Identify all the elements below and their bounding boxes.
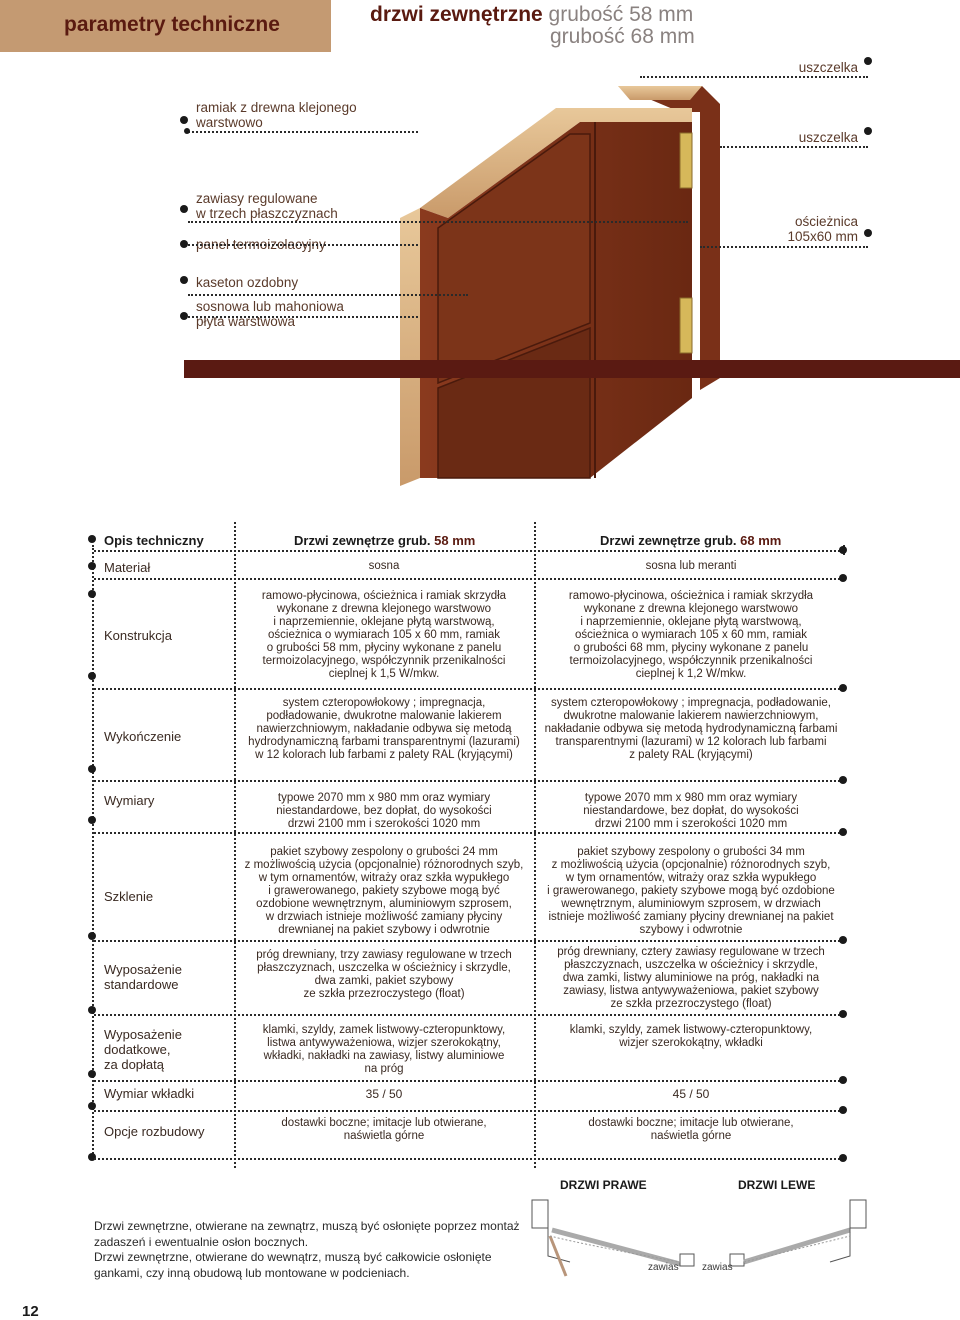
row-dot bbox=[839, 828, 847, 836]
col2-head-text: Drzwi zewnętrze grub. bbox=[600, 533, 737, 548]
left-door-diagram bbox=[730, 1200, 866, 1266]
table-left-rule bbox=[92, 545, 94, 1157]
callout-seal-2: uszczelka bbox=[798, 130, 858, 145]
row-dot bbox=[88, 765, 96, 773]
callout-dot bbox=[864, 127, 872, 135]
callout-ply-board: sosnowa lub mahoniowa płyta warstwowa bbox=[196, 299, 344, 329]
callout-frame-wood: ramiak z drewna klejonego warstwowo bbox=[196, 100, 357, 130]
cell-material-68: sosna lub meranti bbox=[645, 560, 737, 572]
callout-seal-1: uszczelka bbox=[798, 60, 858, 75]
diagram-title-right: DRZWI PRAWE bbox=[560, 1178, 647, 1192]
table-divider bbox=[534, 522, 536, 1168]
row-separator bbox=[94, 1158, 844, 1160]
cell-construction-58: ramowo-płycinowa, ościeżnica i ramiak skrzydła wykonane z drewna klejonego warstwowo i naprzemiennie, oklejane płytą warstwową, ościeżnica o wymiarach 105 x 60 mm, ramiak o grubości 58 mm, płyciny wykonane z panelu termoizolacyjnego, współczynnik przenikalności cieplnej k 1,5 W/mkw. bbox=[261, 590, 507, 680]
row-dot bbox=[839, 1076, 847, 1084]
row-label-material: Materiał bbox=[104, 560, 151, 575]
page-number: 12 bbox=[22, 1303, 39, 1320]
row-dot bbox=[839, 776, 847, 784]
cell-insert-size-68: 45 / 50 bbox=[672, 1087, 710, 1101]
callout-line bbox=[188, 244, 418, 246]
callout-frame-dims: ościeżnica 105x60 mm bbox=[787, 214, 858, 244]
callout-dot bbox=[180, 276, 188, 284]
row-separator bbox=[94, 688, 844, 690]
callout-insulation-panel: panel termoizolacyjny bbox=[196, 237, 326, 252]
callout-dot bbox=[180, 205, 188, 213]
row-label-glazing: Szklenie bbox=[104, 889, 154, 904]
title-bold: drzwi zewnętrzne bbox=[370, 3, 543, 26]
cell-extra-equipment-68: klamki, szyldy, zamek listwowy-czteropunktowy, wizjer szerokokątny, wkładki bbox=[569, 1024, 813, 1049]
diagram-title-left: DRZWI LEWE bbox=[738, 1178, 816, 1192]
row-label-insert-size: Wymiar wkładki bbox=[104, 1086, 195, 1101]
row-dot bbox=[88, 1006, 96, 1014]
row-separator bbox=[94, 578, 844, 580]
callout-line bbox=[188, 294, 468, 296]
row-separator bbox=[94, 1110, 844, 1112]
callout-dot bbox=[864, 57, 872, 65]
callout-line bbox=[720, 146, 868, 148]
col1-head-text: Drzwi zewnętrze grub. bbox=[294, 533, 431, 548]
row-label-extra-equipment: Wyposażenie dodatkowe, za dopłatą bbox=[104, 1027, 182, 1072]
row-dot bbox=[839, 1106, 847, 1114]
door-opening-diagram bbox=[530, 1196, 870, 1286]
row-label-finish: Wykończenie bbox=[104, 729, 182, 744]
callout-line bbox=[640, 76, 868, 78]
cell-extra-equipment-58: klamki, szyldy, zamek listwowy-czteropunktowy, listwa antywyważeniowa, wizjer szerokokątny, wkładki, nakładki na zawiasy, listwy aluminiowe na próg bbox=[262, 1024, 506, 1075]
cell-finish-58: system czteropowłokowy ; impregnacja, podładowanie, dwukrotne malowanie lakierem nawierzchniowym, nakładanie odbywa się metodą hydrodynamiczną farbami transparentnymi (lazurami) w 12 kolorach lub farbami z palety RAL (kryjącymi) bbox=[248, 697, 520, 761]
callout-decorative-panel: kaseton ozdobny bbox=[196, 275, 299, 290]
row-dot bbox=[88, 1070, 96, 1078]
cell-extension-options-68: dostawki boczne; imitacje lub otwierane, naświetla górne bbox=[588, 1117, 794, 1142]
callout-dot bbox=[180, 240, 188, 248]
row-separator bbox=[94, 832, 844, 834]
col1-head-value: 58 mm bbox=[434, 533, 476, 548]
row-separator bbox=[94, 780, 844, 782]
page-title bbox=[370, 4, 710, 48]
table-head-col2 bbox=[600, 533, 781, 548]
row-label-construction: Konstrukcja bbox=[104, 628, 172, 643]
row-dot bbox=[88, 562, 96, 570]
row-label-standard-equipment: Wyposażenie standardowe bbox=[104, 962, 182, 992]
row-separator bbox=[94, 940, 844, 942]
row-dot bbox=[839, 684, 847, 692]
hinge-label-right: zawias bbox=[648, 1262, 679, 1273]
cell-glazing-58: pakiet szybowy zespolony o grubości 24 mm z możliwością użycia (opcjonalnie) różnorodnych szyb, w tym ornamentów, witraży oraz szkła wypukłego i grawerowanego, pakiety szybowe mogą być ozdobione wewnętrznym, aluminiowym szprosem, w drzwiach istnieje możliwość zamiany płyciny drewnianej na pakiet szybowy i odwrotnie bbox=[244, 846, 524, 936]
row-dot bbox=[839, 546, 847, 554]
cell-insert-size-58: 35 / 50 bbox=[365, 1087, 403, 1101]
cell-glazing-68: pakiet szybowy zespolony o grubości 34 mm z możliwością użycia (opcjonalnie) różnorodnych szyb, w tym ornamentów, witraży oraz szkła wypukłego i grawerowanego, pakiety szybowe mogą być ozdobione wewnętrznym, aluminiowym szprosem, w drzwiach istnieje możliwość zamiany płyciny drewnianej na pakiet szybowy i odwrotnie bbox=[547, 846, 835, 936]
cell-material-58: sosna bbox=[368, 560, 400, 572]
callout-line bbox=[188, 131, 418, 133]
hinge-label-left: zawias bbox=[702, 1262, 733, 1273]
row-label-dimensions: Wymiary bbox=[104, 793, 155, 808]
row-dot bbox=[88, 816, 96, 824]
cell-standard-equipment-58: próg drewniany, trzy zawiasy regulowane w trzech płaszczyznach, uszczelka w ościeżnicy i skrzydle, dwa zamki, pakiet szybowy ze szkła przezroczystego (float) bbox=[256, 949, 512, 1000]
callout-dot bbox=[864, 229, 872, 237]
callout-hinges: zawiasy regulowane w trzech płaszczyznach bbox=[196, 191, 338, 221]
callout-dot bbox=[184, 128, 190, 134]
row-dot bbox=[839, 1010, 847, 1018]
section-header bbox=[0, 0, 331, 52]
section-title: parametry techniczne bbox=[64, 13, 280, 36]
cell-extension-options-58: dostawki boczne; imitacje lub otwierane, naświetla górne bbox=[281, 1117, 487, 1142]
row-dot bbox=[88, 590, 96, 598]
row-separator bbox=[94, 550, 844, 552]
callout-line bbox=[700, 246, 868, 248]
col2-head-value: 68 mm bbox=[740, 533, 782, 548]
row-separator bbox=[94, 1080, 844, 1082]
door-cross-section-image bbox=[380, 78, 720, 488]
row-dot bbox=[88, 932, 96, 940]
callout-line bbox=[188, 221, 688, 223]
row-dot bbox=[88, 1102, 96, 1110]
table-head-col1 bbox=[294, 533, 475, 548]
title-thickness-58: grubość 58 mm bbox=[548, 3, 694, 26]
cell-dimensions-68: typowe 2070 mm x 980 mm oraz wymiary niestandardowe, bez dopłat, do wysokości drzwi 2100 mm i szerokości 1020 mm bbox=[583, 792, 799, 830]
row-dot bbox=[839, 1154, 847, 1162]
cell-finish-68: system czteropowłokowy ; impregnacja, podładowanie, dwukrotne malowanie lakierem nawierzchniowym, nakładanie odbywa się metodą hydrodynamiczną farbami transparentnymi (lazurami) w 12 kolorach lub farbami z palety RAL (kryjącymi) bbox=[544, 697, 838, 761]
cell-dimensions-58: typowe 2070 mm x 980 mm oraz wymiary niestandardowe, bez dopłat, do wysokości drzwi 2100 mm i szerokości 1020 mm bbox=[276, 792, 492, 830]
decorative-bar bbox=[184, 360, 960, 378]
row-dot bbox=[88, 535, 96, 543]
row-dot bbox=[839, 936, 847, 944]
callout-dot bbox=[180, 312, 188, 320]
row-label-extension-options: Opcje rozbudowy bbox=[104, 1124, 205, 1139]
mounting-note: Drzwi zewnętrzne, otwierane na zewnątrz, muszą być osłonięte poprzez montaż zadaszeń i ewentualnie osłon bocznych. Drzwi zewnętrzne, otwierane do wewnątrz, muszą być całkowicie osłonięte gankami, czy inną obudową lub montowane w podcieniach. bbox=[94, 1219, 520, 1280]
row-separator bbox=[94, 1014, 844, 1016]
cell-construction-68: ramowo-płycinowa, ościeżnica i ramiak skrzydła wykonane z drewna klejonego warstwowo i naprzemiennie, oklejane płytą warstwową, ościeżnica o wymiarach 105 x 60 mm, ramiak o grubości 68 mm, płyciny wykonane z panelu termoizolacyjnego, współczynnik przenikalności cieplnej k 1,2 W/mkw. bbox=[568, 590, 814, 680]
table-head-label: Opis techniczny bbox=[104, 533, 204, 548]
cell-standard-equipment-68: próg drewniany, cztery zawiasy regulowane w trzech płaszczyznach, uszczelka w ościeżnicy i skrzydle, dwa zamki, listwy aluminiowe na próg, nakładki na zawiasy, listwa antywyważeniowa, pakiet szybowy ze szkła przezroczystego (float) bbox=[557, 946, 825, 1010]
callout-dot bbox=[180, 116, 188, 124]
row-dot bbox=[839, 574, 847, 582]
row-dot bbox=[88, 672, 96, 680]
title-thickness-68: grubość 68 mm bbox=[550, 25, 695, 48]
callout-line bbox=[188, 316, 418, 318]
